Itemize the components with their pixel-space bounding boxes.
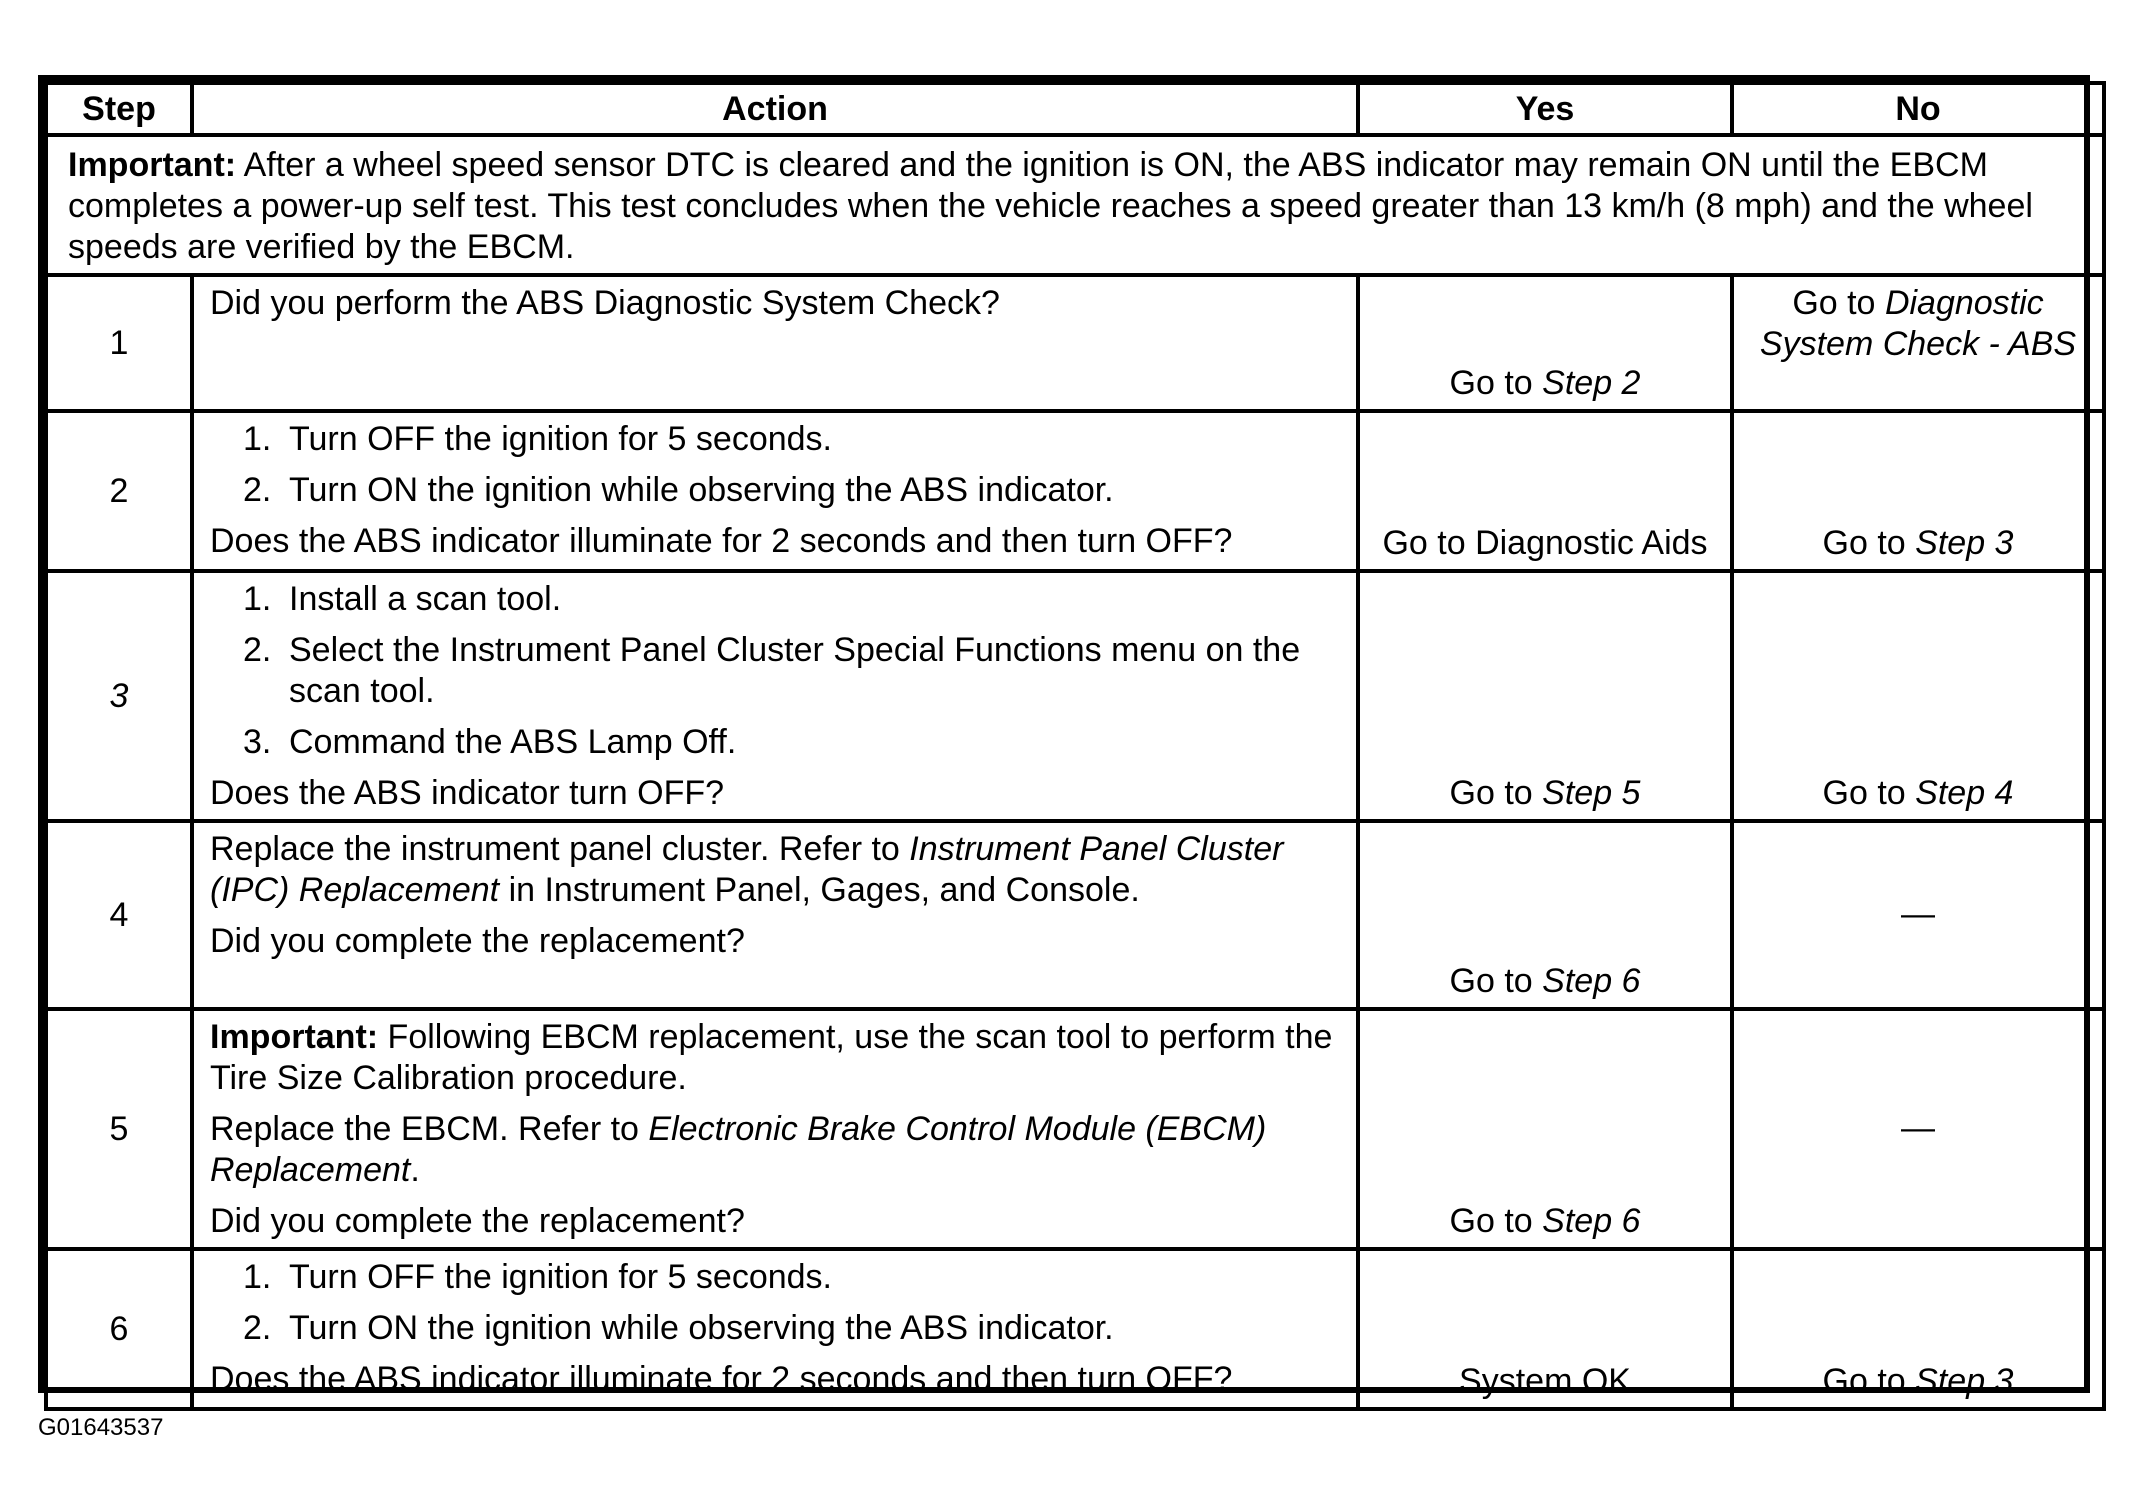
yes-step-link[interactable]: Step 6 (1542, 1201, 1641, 1240)
list-item: 3. Command the ABS Lamp Off. (243, 722, 737, 761)
no-prefix: Go to (1792, 284, 1876, 323)
no-step-link[interactable]: Diagnostic System Check - ABS (1759, 284, 2077, 364)
action-cell (192, 1009, 1358, 1249)
list-item: 1. Turn OFF the ignition for 5 seconds. (243, 420, 832, 459)
table-row (46, 571, 2104, 821)
action-question: Does the ABS indicator illuminate for 2 seconds and then turn OFF? (210, 521, 1233, 560)
list-item: 1. Turn OFF the ignition for 5 seconds. (243, 1258, 832, 1297)
instruction-text: Replace the instrument panel cluster. Refer to (210, 830, 900, 869)
header-action: Action (192, 83, 1358, 135)
yes-cell (1358, 821, 1732, 1009)
no-cell (1732, 571, 2104, 821)
step-number: 4 (46, 821, 192, 1009)
instruction-text: in Instrument Panel, Gages, and Console. (508, 871, 1140, 910)
action-question: Did you complete the replacement? (210, 921, 745, 960)
yes-prefix: Go to (1449, 363, 1533, 402)
no-cell (1732, 821, 2104, 1009)
no-step-link[interactable]: Step 3 (1915, 1361, 2014, 1400)
header-yes: Yes (1358, 83, 1732, 135)
yes-step-link[interactable]: Step 2 (1542, 363, 1641, 402)
diagnostic-table-frame (38, 75, 2090, 1400)
list-item: 2. Turn ON the ignition while observing the ABS indicator. (243, 471, 1114, 510)
action-list (210, 419, 1340, 511)
step-number: 2 (46, 411, 192, 571)
action-cell (192, 571, 1358, 821)
header-step: Step (46, 83, 192, 135)
table-row (46, 275, 2104, 411)
yes-cell (1358, 275, 1732, 411)
yes-step-link[interactable]: Step 6 (1542, 961, 1641, 1000)
no-cell (1732, 411, 2104, 571)
yes-prefix: Go to (1449, 773, 1533, 812)
yes-prefix: Go to (1449, 1201, 1533, 1240)
step-number: 1 (46, 275, 192, 411)
action-instruction (210, 1109, 1340, 1191)
important-note (46, 135, 2104, 275)
no-prefix: Go to (1822, 523, 1906, 562)
action-question: Does the ABS indicator turn OFF? (210, 773, 725, 812)
no-cell (1732, 275, 2104, 411)
table-row (46, 1249, 2104, 1409)
no-dash: — (1901, 1108, 1935, 1147)
yes-cell (1358, 1249, 1732, 1409)
diagnostic-table (44, 81, 2106, 1411)
header-no: No (1732, 83, 2104, 135)
no-dash: — (1901, 894, 1935, 933)
important-label: Important: (210, 1018, 379, 1057)
important-text: Following EBCM replacement, use the scan tool to perform the Tire Size Calibration procedure. (210, 1018, 1333, 1098)
yes-result: System OK (1459, 1361, 1631, 1400)
table-row (46, 821, 2104, 1009)
action-cell (192, 1249, 1358, 1409)
no-prefix: Go to (1822, 773, 1906, 812)
no-step-link[interactable]: Step 3 (1915, 523, 2014, 562)
yes-cell (1358, 571, 1732, 821)
important-note-row (46, 135, 2104, 275)
action-question: Does the ABS indicator illuminate for 2 seconds and then turn OFF? (210, 1359, 1233, 1398)
list-item: 2. Turn ON the ignition while observing the ABS indicator. (243, 1309, 1114, 1348)
reference-link[interactable]: Electronic Brake Control Module (EBCM) Replacement (210, 1109, 1267, 1189)
reference-link[interactable]: Instrument Panel Cluster (IPC) Replacement (210, 830, 1284, 910)
no-prefix: Go to (1822, 1361, 1906, 1400)
instruction-text: . (410, 1150, 420, 1189)
action-question: Did you perform the ABS Diagnostic System Check? (210, 284, 1000, 323)
no-step-link[interactable]: Step 4 (1915, 773, 2014, 812)
action-cell (192, 411, 1358, 571)
yes-cell (1358, 411, 1732, 571)
action-cell (192, 821, 1358, 1009)
table-row (46, 411, 2104, 571)
table-row (46, 1009, 2104, 1249)
no-cell (1732, 1009, 2104, 1249)
list-item: 1. Install a scan tool. (243, 580, 562, 619)
yes-cell (1358, 1009, 1732, 1249)
yes-link[interactable]: Go to Diagnostic Aids (1382, 523, 1708, 562)
step-number: 3 (46, 571, 192, 821)
action-cell (192, 275, 1358, 411)
step-number: 5 (46, 1009, 192, 1249)
action-instruction (210, 829, 1340, 911)
step-number: 6 (46, 1249, 192, 1409)
no-cell (1732, 1249, 2104, 1409)
list-item: 2. Select the Instrument Panel Cluster Special Functions menu on the scan tool. (243, 631, 1301, 710)
important-text: After a wheel speed sensor DTC is cleared and the ignition is ON, the ABS indicator may remain ON until the EBCM completes a power-up self test. This test concludes when the vehicle reaches a speed greater than 13 km/h (8 mph) and the wheel speeds are verified by the EBCM. (68, 146, 2033, 266)
figure-id: G01643537 (38, 1414, 164, 1441)
action-important (210, 1017, 1340, 1099)
yes-prefix: Go to (1449, 961, 1533, 1000)
instruction-text: Replace the EBCM. Refer to (210, 1109, 639, 1148)
action-question: Did you complete the replacement? (210, 1201, 745, 1240)
action-list (210, 579, 1340, 762)
header-row (46, 83, 2104, 135)
important-label: Important: (68, 146, 237, 184)
yes-step-link[interactable]: Step 5 (1542, 773, 1641, 812)
action-list (210, 1257, 1340, 1349)
